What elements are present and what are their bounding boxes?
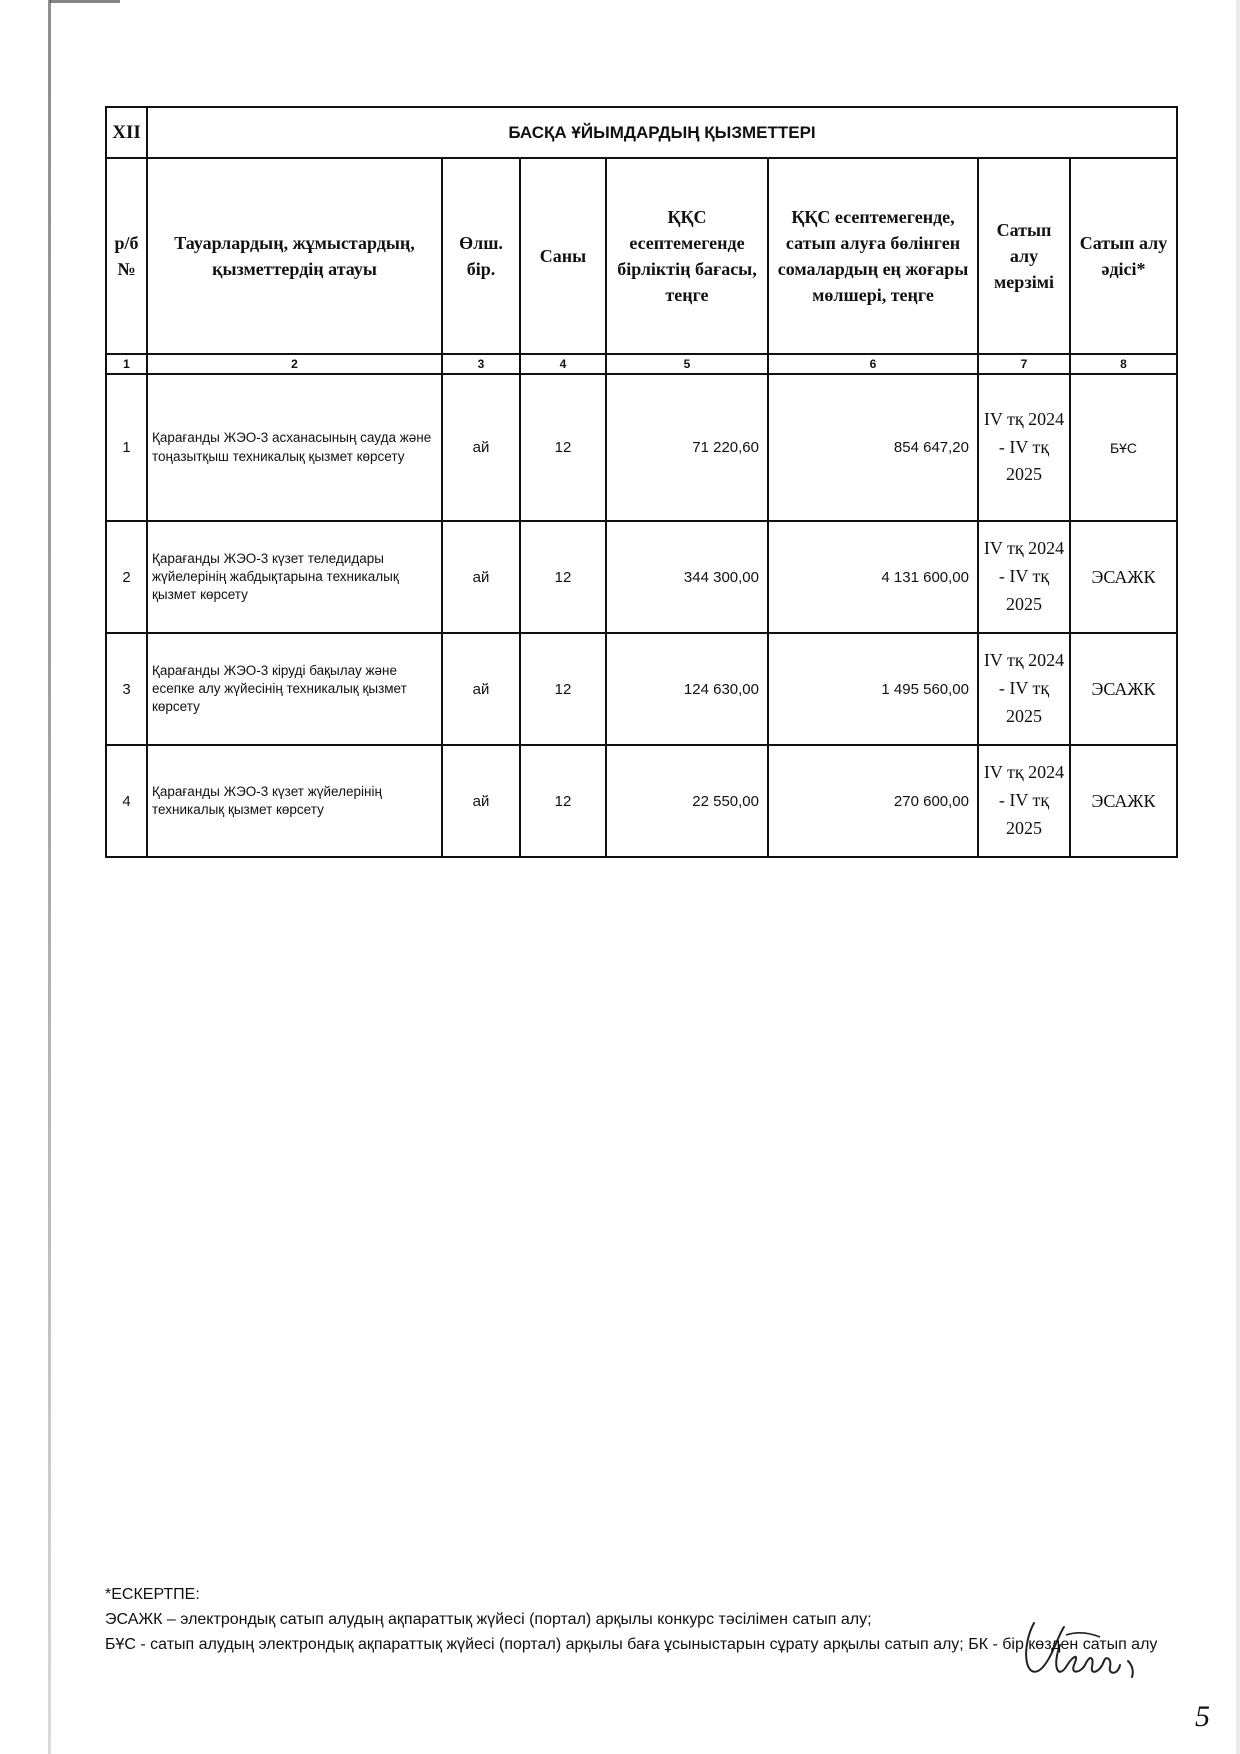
row-period: IV тқ 2024 - IV тқ 2025 [978, 521, 1070, 633]
row-method: ЭСАЖК [1070, 633, 1177, 745]
row-qty: 12 [520, 374, 606, 521]
section-row [106, 107, 1177, 158]
header-name: Тауарлардың, жұмыстардың, қызметтердің атауы [147, 158, 442, 354]
column-number: 2 [147, 354, 442, 374]
row-qty: 12 [520, 745, 606, 857]
column-number: 5 [606, 354, 768, 374]
table-row [106, 745, 1177, 857]
footnote-line-bus: БҰС - сатып алудың электрондық ақпараттық жүйесі (портал) арқылы баға ұсыныстарын сұрату арқылы сатып алу; БК - бір көзден сатып алу [105, 1635, 1158, 1653]
section-number: XII [106, 107, 147, 158]
row-number: 3 [106, 633, 147, 745]
row-unit: ай [442, 521, 520, 633]
row-qty: 12 [520, 521, 606, 633]
row-number: 4 [106, 745, 147, 857]
row-method: ЭСАЖК [1070, 521, 1177, 633]
footnote-line-esajk: ЭСАЖК – электрондық сатып алудың ақпараттық жүйесі (портал) арқылы конкурс тәсілімен сатып алу; [105, 1610, 872, 1628]
table-row [106, 521, 1177, 633]
procurement-table [105, 106, 1178, 858]
footnote [105, 1583, 1165, 1657]
header-method: Сатып алу әдісі* [1070, 158, 1177, 354]
scan-right-edge [1236, 0, 1240, 1754]
row-name: Қарағанды ЖЭО-3 күзет жүйелерінің техникалық қызмет көрсету [147, 745, 442, 857]
row-period: IV тқ 2024 - IV тқ 2025 [978, 633, 1070, 745]
column-number: 4 [520, 354, 606, 374]
column-number: 3 [442, 354, 520, 374]
row-unit-price: 124 630,00 [606, 633, 768, 745]
row-unit-price: 71 220,60 [606, 374, 768, 521]
row-unit: ай [442, 633, 520, 745]
row-name: Қарағанды ЖЭО-3 кіруді бақылау және есепке алу жүйесінің техникалық қызмет көрсету [147, 633, 442, 745]
row-max-amount: 854 647,20 [768, 374, 978, 521]
row-period: IV тқ 2024 - IV тқ 2025 [978, 374, 1070, 521]
column-number: 7 [978, 354, 1070, 374]
page-number: 5 [1195, 1700, 1210, 1733]
row-unit: ай [442, 745, 520, 857]
scan-corner-mark [50, 0, 120, 9]
header-qty: Саны [520, 158, 606, 354]
header-unit-price: ҚҚС есептемегенде бірліктің бағасы, теңге [606, 158, 768, 354]
row-name: Қарағанды ЖЭО-3 асханасының сауда және тоңазытқыш техникалық қызмет көрсету [147, 374, 442, 521]
row-unit: ай [442, 374, 520, 521]
column-number: 1 [106, 354, 147, 374]
row-method: ЭСАЖК [1070, 745, 1177, 857]
header-row [106, 158, 1177, 354]
row-max-amount: 1 495 560,00 [768, 633, 978, 745]
header-num: р/б № [106, 158, 147, 354]
header-period: Сатып алу мерзімі [978, 158, 1070, 354]
column-number-row [106, 354, 1177, 374]
row-number: 1 [106, 374, 147, 521]
row-period: IV тқ 2024 - IV тқ 2025 [978, 745, 1070, 857]
column-number: 6 [768, 354, 978, 374]
scan-edge-shadow [48, 0, 51, 1754]
column-number: 8 [1070, 354, 1177, 374]
table-row [106, 374, 1177, 521]
row-name: Қарағанды ЖЭО-3 күзет теледидары жүйелерінің жабдықтарына техникалық қызмет көрсету [147, 521, 442, 633]
row-qty: 12 [520, 633, 606, 745]
header-max-amount: ҚҚС есептемегенде, сатып алуға бөлінген сомалардың ең жоғары мөлшері, теңге [768, 158, 978, 354]
row-max-amount: 4 131 600,00 [768, 521, 978, 633]
header-unit: Өлш. бір. [442, 158, 520, 354]
footnote-title: *ЕСКЕРТПЕ: [105, 1586, 200, 1603]
row-max-amount: 270 600,00 [768, 745, 978, 857]
table-row [106, 633, 1177, 745]
section-title: БАСҚА ҰЙЫМДАРДЫҢ ҚЫЗМЕТТЕРІ [147, 107, 1177, 158]
row-unit-price: 344 300,00 [606, 521, 768, 633]
row-number: 2 [106, 521, 147, 633]
row-method: БҰС [1070, 374, 1177, 521]
row-unit-price: 22 550,00 [606, 745, 768, 857]
